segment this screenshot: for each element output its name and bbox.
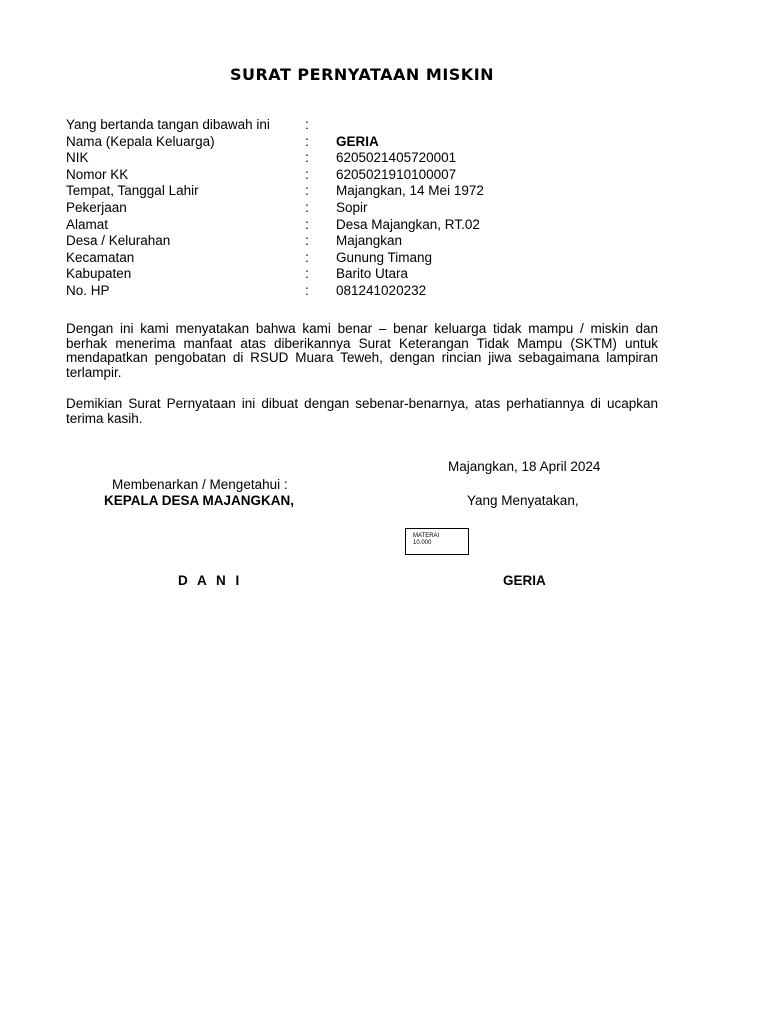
field-row-nama [66,134,666,151]
field-row-desa [66,233,666,250]
field-value: Sopir [336,199,368,215]
right-signatory-name: GERIA [503,573,546,588]
field-colon: : [305,133,309,149]
field-value: Desa Majangkan, RT.02 [336,216,480,232]
field-label: Alamat [66,216,109,232]
field-label: Nomor KK [66,166,129,182]
field-colon: : [305,216,309,232]
field-value: Gunung Timang [336,249,433,265]
closing-paragraph: Demikian Surat Pernyataan ini dibuat dengan sebenar-benarnya, atas perhatiannya di ucapkan terima kasih. [66,396,658,426]
field-row-ttl [66,183,666,200]
field-colon: : [305,117,309,132]
field-row-hp [66,283,666,300]
stamp-label: MATERAI [413,533,440,539]
field-value: Barito Utara [336,266,409,282]
field-colon: : [305,183,309,199]
field-value: Majangkan [336,233,403,249]
materai-stamp-box [405,528,469,555]
field-label: Desa / Kelurahan [66,233,171,249]
field-label: Kabupaten [66,266,132,282]
field-value: 6205021910100007 [336,166,457,182]
field-label: No. HP [66,282,110,298]
field-row-kk [66,167,666,184]
place-date: Majangkan, 18 April 2024 [448,459,601,474]
statement-paragraph: Dengan ini kami menyatakan bahwa kami benar – benar keluarga tidak mampu / miskin dan berhak menerima manfaat atas diberikannya Surat Keterangan Tidak Mampu (SKTM) untuk mendapatkan pengobatan di RSUD Muara Teweh, dengan rincian jiwa sebagaimana lampiran terlampir. [66,321,658,380]
identity-fields [66,117,666,300]
right-signature-caption: Yang Menyatakan, [467,493,579,508]
stamp-value: 10.000 [413,540,432,546]
field-label: Yang bertanda tangan dibawah ini [66,117,270,132]
field-row-kecamatan [66,250,666,267]
field-label: Nama (Kepala Keluarga) [66,133,215,149]
field-value: GERIA [336,133,379,149]
field-value: Majangkan, 14 Mei 1972 [336,183,484,199]
field-row-kabupaten [66,266,666,283]
field-row-alamat [66,217,666,234]
left-signature-caption: Membenarkan / Mengetahui : [112,477,288,492]
field-row-intro [66,117,666,134]
field-label: Pekerjaan [66,199,127,215]
field-colon: : [305,282,309,298]
field-colon: : [305,249,309,265]
field-label: Kecamatan [66,249,135,265]
field-label: Tempat, Tanggal Lahir [66,183,199,199]
field-row-pekerjaan [66,200,666,217]
field-row-nik [66,150,666,167]
field-label: NIK [66,150,89,166]
left-signature-title: KEPALA DESA MAJANGKAN, [104,493,295,508]
field-colon: : [305,233,309,249]
field-colon: : [305,266,309,282]
field-colon: : [305,166,309,182]
left-signatory-name: D A N I [178,573,243,588]
field-value: 081241020232 [336,282,427,298]
field-value: 6205021405720001 [336,150,457,166]
field-colon: : [305,150,309,166]
field-colon: : [305,199,309,215]
document-title: SURAT PERNYATAAN MISKIN [229,65,495,84]
